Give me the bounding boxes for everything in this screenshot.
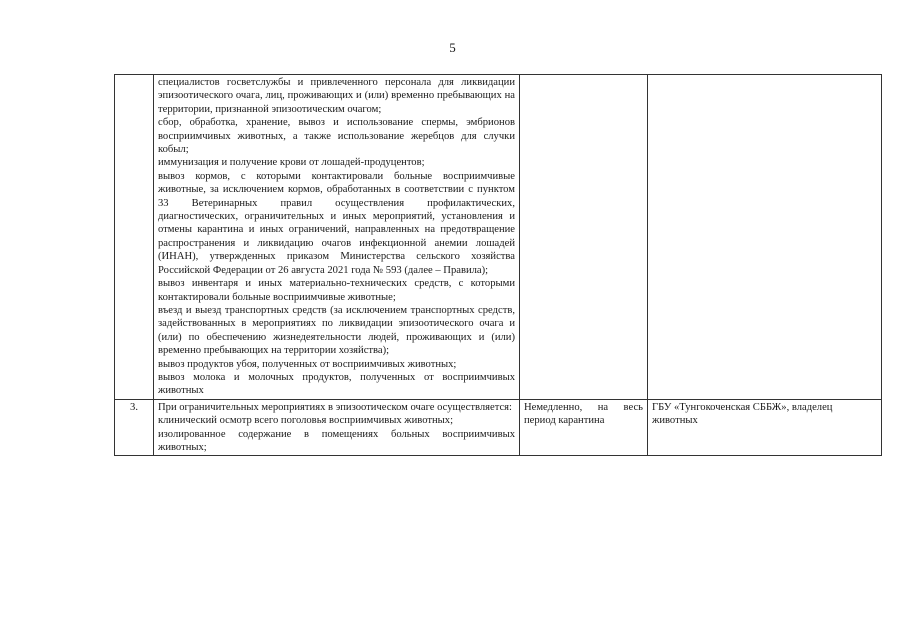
table-row: [115, 75, 882, 400]
table-row: [115, 399, 882, 456]
measure-paragraph: изолированное содержание в помещениях больных восприимчивых животных;: [158, 428, 515, 453]
measures-cell: [154, 75, 520, 400]
measure-paragraph: вывоз продуктов убоя, полученных от восприимчивых животных;: [158, 358, 457, 370]
measure-paragraph: иммунизация и получение крови от лошадей-продуцентов;: [158, 157, 425, 169]
row-number: [115, 75, 154, 400]
deadline-cell: [520, 75, 648, 400]
responsible-cell: [648, 75, 882, 400]
page-number: 5: [449, 40, 456, 55]
measure-paragraph: въезд и выезд транспортных средств (за исключением транспортных средств, задействованных в мероприятиях по ликвидации эпизоотического очага и (или) по обеспечению жизнедеятельности людей, проживающих и (или) временно пребывающих на территории хозяйства);: [158, 304, 515, 357]
measure-paragraph: вывоз молока и молочных продуктов, полученных от восприимчивых животных: [158, 371, 515, 397]
responsible-text: ГБУ «Тунгокоченская СББЖ», владелец животных: [652, 401, 833, 427]
measure-paragraph: При ограничительных мероприятиях в эпизоотическом очаге осуществляется:: [158, 401, 512, 413]
measures-cell: [154, 399, 520, 456]
responsible-cell: [648, 399, 882, 456]
measures-table: [114, 74, 882, 456]
measure-paragraph: специалистов госветслужбы и привлеченного персонала для ликвидации эпизоотического очага, лиц, проживающих и (или) временно пребывающих на территории, признанной эпизоотическим очагом;: [158, 77, 515, 115]
measure-paragraph: вывоз инвентаря и иных материально-технических средств, с которыми контактировали больные восприимчивые животные;: [158, 278, 515, 303]
row-number: 3.: [115, 399, 154, 456]
measure-paragraph: вывоз кормов, с которыми контактировали больные восприимчивые животные, за исключением кормов, обработанных в соответствии с пунктом 33 Ветеринарных правил осуществления профилактических, диагностических, ограничительных и иных мероприятий, установления и отмены карантина и иных ограничений, направленных на предотвращение распространения и ликвидацию очагов инфекционной анемии лошадей (ИНАН), утвержденных приказом Министерства сельского хозяйства Российской Федерации от 26 августа 2021 года № 593 (далее – Правила);: [158, 170, 515, 276]
deadline-text: Немедленно, на весь период карантина: [524, 401, 643, 427]
deadline-cell: [520, 399, 648, 456]
measure-paragraph: сбор, обработка, хранение, вывоз и использование спермы, эмбрионов восприимчивых животных, а также использование жеребцов для случки кобыл;: [158, 117, 515, 156]
measure-paragraph: клинический осмотр всего поголовья восприимчивых животных;: [158, 415, 454, 427]
